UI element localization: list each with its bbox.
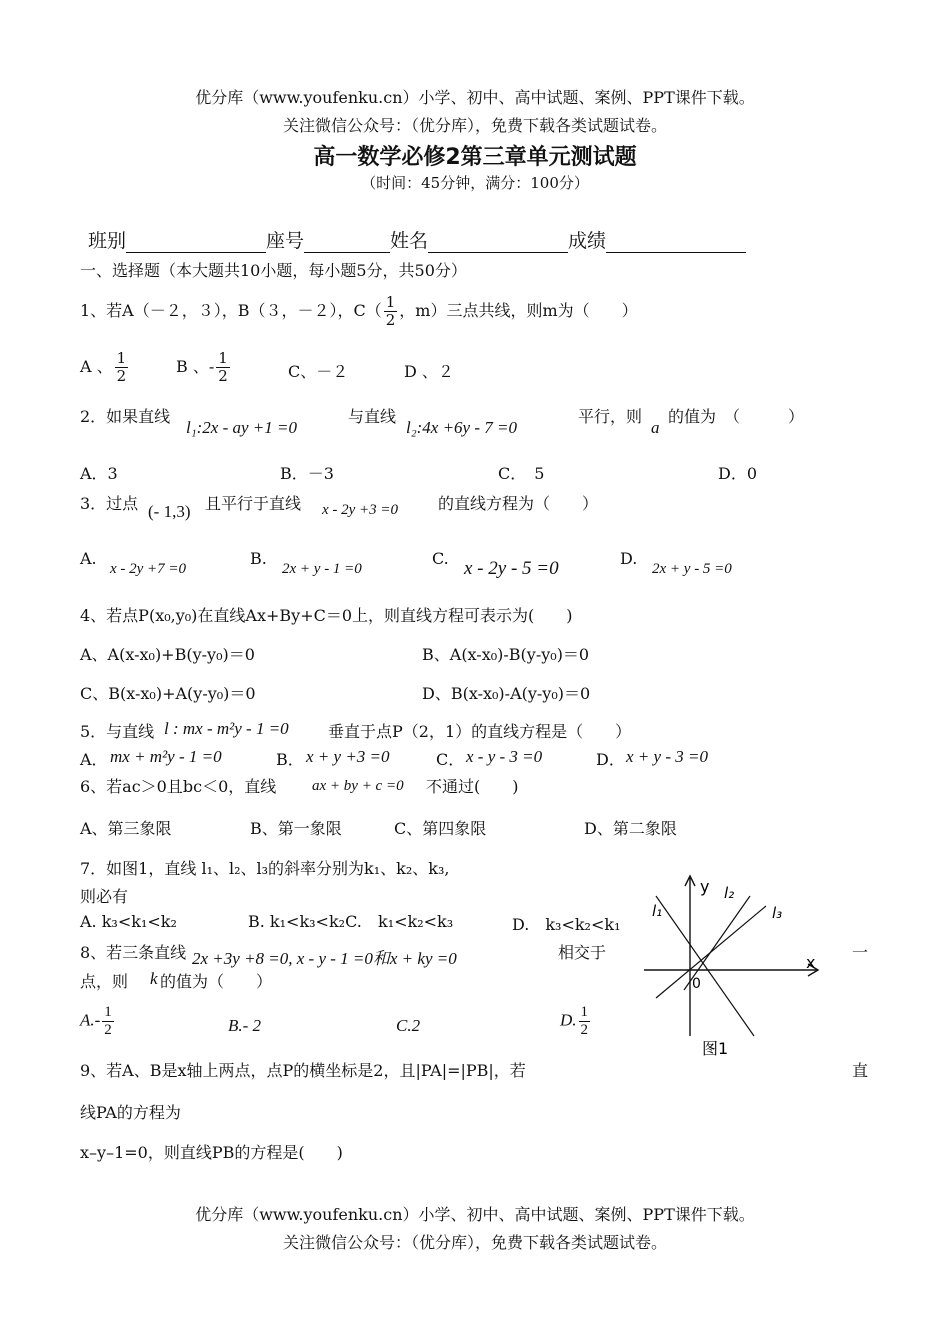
page-title: 高一数学必修2第三章单元测试题 bbox=[313, 145, 637, 170]
q5-option-c-label[interactable]: C． bbox=[436, 750, 465, 769]
student-info-row bbox=[88, 226, 746, 253]
q8-option-b[interactable]: B.- 2 bbox=[228, 1016, 262, 1035]
line-l1 bbox=[656, 896, 754, 1036]
q6-option-b[interactable]: B、第一象限 bbox=[250, 819, 342, 838]
l2-label: l₂ bbox=[724, 884, 735, 902]
question-9-line1-end: 直 bbox=[852, 1061, 869, 1080]
q1-option-c[interactable]: C、－２ bbox=[288, 362, 349, 381]
q3-text-a: 3．过点 bbox=[80, 494, 139, 513]
q1-opt-a-label: A 、 bbox=[80, 357, 113, 376]
y-axis-label: y bbox=[700, 877, 710, 896]
score-label: 成绩 bbox=[568, 230, 607, 252]
q7-option-d[interactable]: D. k₃<k₂<k₁ bbox=[512, 915, 621, 934]
q1-frac-den: 2 bbox=[385, 311, 396, 329]
q6-option-a[interactable]: A、第三象限 bbox=[80, 819, 172, 838]
q5-line-equation: l : mx - m²y - 1 =0 bbox=[164, 719, 289, 738]
page-subtitle: （时间：45分钟，满分：100分） bbox=[361, 174, 589, 192]
question-9-line2: 线PA的方程为 bbox=[80, 1103, 181, 1122]
watermark-bottom-line2: 关注微信公众号：（优分库），免费下载各类试题试卷。 bbox=[282, 1233, 667, 1252]
q8-opt-d-num: 1 bbox=[580, 1004, 589, 1020]
q8-option-a[interactable] bbox=[80, 1004, 116, 1039]
q3-text-c: 的直线方程为（ ） bbox=[438, 494, 599, 513]
q7-option-a[interactable]: A. k₃<k₁<k₂ bbox=[80, 912, 177, 931]
origin-label: 0 bbox=[692, 976, 701, 992]
watermark-bottom-line1: 优分库（www.youfenku.cn）小学、初中、高中试题、案例、PPT课件下载。 bbox=[195, 1205, 755, 1224]
q8-opt-a-num: 1 bbox=[104, 1004, 112, 1020]
q8-option-d[interactable] bbox=[560, 1004, 592, 1039]
q6-text-b: 不通过( ) bbox=[426, 777, 519, 796]
q3-option-b-equation[interactable]: 2x + y - 1 =0 bbox=[282, 561, 362, 577]
q1-fraction bbox=[384, 294, 398, 329]
q1-option-b[interactable] bbox=[176, 350, 232, 385]
q1-opt-b-fraction bbox=[216, 350, 230, 385]
q5-option-b-label[interactable]: B． bbox=[276, 750, 304, 769]
q1-opt-b-label: B 、- bbox=[176, 357, 215, 376]
q8-option-c[interactable]: C.2 bbox=[396, 1016, 421, 1035]
q1-opt-b-num: 1 bbox=[218, 349, 228, 367]
q6-option-c[interactable]: C、第四象限 bbox=[394, 819, 487, 838]
q7-option-c[interactable]: k₁<k₂<k₃ bbox=[378, 912, 454, 931]
q5-text-b: 垂直于点P（2，1）的直线方程是（ ） bbox=[328, 722, 632, 741]
q2-text-a: 2．如果直线 bbox=[80, 407, 171, 426]
q3-option-c-equation[interactable]: x - 2y - 5 =0 bbox=[464, 558, 559, 579]
figure-caption: 图1 bbox=[702, 1039, 729, 1058]
q8-line2-b: 的值为（ ） bbox=[160, 972, 273, 991]
figure-1-graph bbox=[636, 870, 836, 1070]
q4-option-a[interactable]: A、A(x-x₀)+B(y-y₀)＝0 bbox=[80, 645, 255, 664]
q8-variable-k: k bbox=[150, 969, 158, 988]
q5-option-d-label[interactable]: D． bbox=[596, 750, 625, 769]
q3-option-c-label[interactable]: C. bbox=[432, 549, 449, 568]
q2-option-d[interactable]: D．0 bbox=[718, 464, 758, 483]
q3-point: (- 1,3) bbox=[148, 502, 191, 521]
q3-line-equation: x - 2y +3 =0 bbox=[322, 502, 399, 518]
q1-option-a[interactable] bbox=[80, 350, 130, 385]
q1-text-b: ，m）三点共线，则m为（ ） bbox=[399, 301, 638, 320]
q1-option-d[interactable]: D 、２ bbox=[404, 362, 454, 381]
q1-opt-a-num: 1 bbox=[116, 349, 127, 367]
q1-opt-a-den: 2 bbox=[116, 367, 127, 385]
question-9-line1: 9、若A、B是x轴上两点，点P的横坐标是2，且|PA|=|PB|，若 bbox=[80, 1061, 526, 1080]
q3-option-d-equation[interactable]: 2x + y - 5 =0 bbox=[652, 561, 732, 577]
q4-option-b[interactable]: B、A(x-x₀)-B(y-y₀)＝0 bbox=[422, 645, 590, 664]
seat-field[interactable] bbox=[304, 234, 390, 253]
q2-text-c: 平行，则 bbox=[578, 407, 643, 426]
q5-option-a-label[interactable]: A． bbox=[80, 750, 108, 769]
name-label: 姓名 bbox=[390, 230, 429, 252]
watermark-top-line2: 关注微信公众号：（优分库），免费下载各类试题试卷。 bbox=[282, 116, 667, 135]
q5-option-b-equation[interactable]: x + y +3 =0 bbox=[306, 747, 390, 766]
q8-opt-a-label: A.- bbox=[80, 1010, 101, 1030]
q3-option-a-equation[interactable]: x - 2y +7 =0 bbox=[110, 561, 187, 577]
q4-option-d[interactable]: D、B(x-x₀)-A(y-y₀)＝0 bbox=[422, 684, 591, 703]
q8-line2-a: 点，则 bbox=[80, 972, 129, 991]
q3-text-b: 且平行于直线 bbox=[205, 494, 302, 513]
q2-line2-equation: l₂:4x +6y - 7 =0 bbox=[406, 418, 517, 437]
l3-label: l₃ bbox=[772, 904, 783, 922]
q8-opt-d-fraction bbox=[579, 1004, 591, 1039]
q6-text-a: 6、若ac＞0且bc＜0，直线 bbox=[80, 777, 277, 796]
question-4: 4、若点P(x₀,y₀)在直线Ax+By+C＝0上，则直线方程可表示为( ) bbox=[80, 606, 573, 625]
q6-line-equation: ax + by + c =0 bbox=[312, 778, 404, 794]
q5-option-a-equation[interactable]: mx + m²y - 1 =0 bbox=[110, 747, 222, 766]
l1-label: l₁ bbox=[652, 902, 663, 920]
class-label: 班别 bbox=[88, 230, 127, 252]
q3-option-b-label[interactable]: B. bbox=[250, 549, 267, 568]
q2-line1-equation: l₁:2x - ay +1 =0 bbox=[186, 418, 297, 437]
q8-opt-a-fraction bbox=[102, 1004, 114, 1039]
q5-text-a: 5．与直线 bbox=[80, 722, 155, 741]
q2-text-d: 的值为 （ ） bbox=[668, 407, 805, 426]
q5-option-d-equation[interactable]: x + y - 3 =0 bbox=[626, 747, 708, 766]
question-7-line2: 则必有 bbox=[80, 887, 129, 906]
seat-label: 座号 bbox=[266, 230, 305, 252]
q8-opt-a-den: 2 bbox=[104, 1022, 112, 1038]
q2-option-a[interactable]: A．3 bbox=[80, 464, 118, 483]
question-7-line1: 7．如图1，直线 l₁、l₂、l₃的斜率分别为k₁、k₂、k₃, bbox=[80, 859, 450, 878]
q6-option-d[interactable]: D、第二象限 bbox=[584, 819, 677, 838]
q8-lines-equation: 2x +3y +8 =0, x - y - 1 =0和x + ky =0 bbox=[192, 949, 457, 968]
q5-option-c-equation[interactable]: x - y - 3 =0 bbox=[466, 747, 543, 766]
q8-text-c: 一 bbox=[852, 943, 869, 962]
q2-option-c[interactable]: C． 5 bbox=[498, 464, 545, 483]
q4-option-c[interactable]: C、B(x-x₀)+A(y-y₀)＝0 bbox=[80, 684, 256, 703]
section-heading: 一、选择题（本大题共10小题，每小题5分，共50分） bbox=[80, 261, 467, 280]
q8-opt-d-den: 2 bbox=[580, 1022, 589, 1038]
q3-option-a-label[interactable]: A. bbox=[80, 549, 97, 568]
q1-opt-b-den: 2 bbox=[218, 367, 228, 385]
question-1 bbox=[80, 294, 638, 329]
q7-option-b[interactable]: B. k₁<k₃<k₂C. bbox=[248, 912, 362, 931]
x-axis-label: x bbox=[806, 953, 816, 972]
q2-text-b: 与直线 bbox=[348, 407, 397, 426]
q8-text-a: 8、若三条直线 bbox=[80, 943, 187, 962]
q1-frac-num: 1 bbox=[385, 293, 396, 311]
score-field[interactable] bbox=[606, 234, 746, 253]
class-field[interactable] bbox=[126, 234, 266, 253]
q1-opt-a-fraction bbox=[115, 350, 129, 385]
q3-option-d-label[interactable]: D. bbox=[620, 549, 638, 568]
watermark-top-line1: 优分库（www.youfenku.cn）小学、初中、高中试题、案例、PPT课件下载。 bbox=[195, 88, 755, 107]
q8-opt-d-label: D. bbox=[560, 1010, 577, 1030]
q8-text-b: 相交于 bbox=[558, 943, 607, 962]
q2-variable-a: a bbox=[651, 418, 660, 437]
q2-option-b[interactable]: B．－3 bbox=[280, 464, 334, 483]
q1-text-a: 1、若A（－２，３），B（３，－２），C（ bbox=[80, 301, 382, 320]
name-field[interactable] bbox=[428, 234, 568, 253]
question-9-line3: x–y–1=0，则直线PB的方程是( ) bbox=[80, 1143, 343, 1162]
